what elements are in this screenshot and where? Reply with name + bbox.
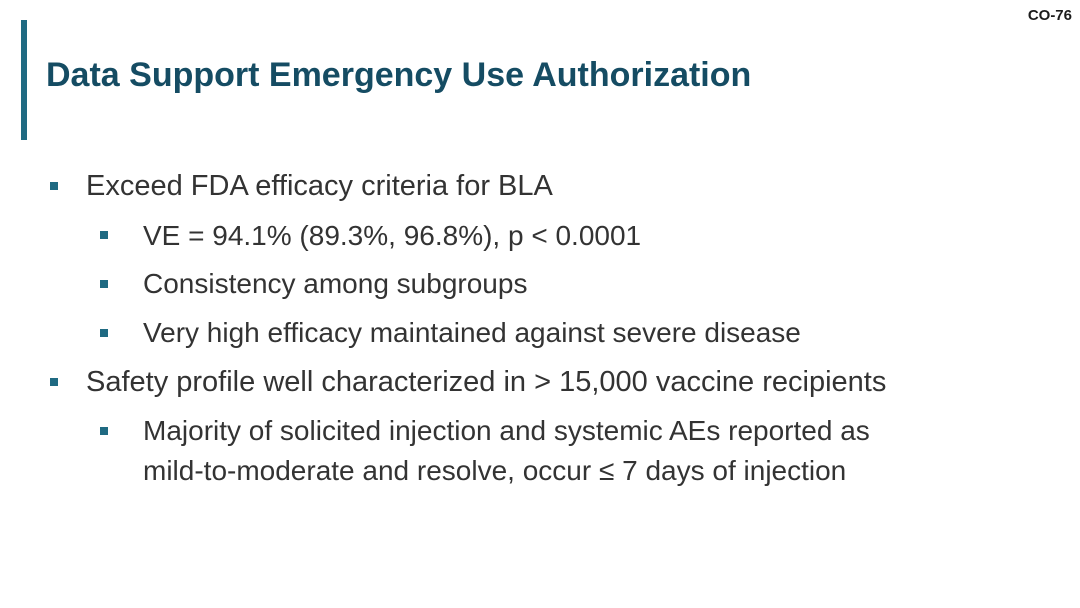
- sub-bullet-text-line: mild-to-moderate and resolve, occur ≤ 7 days of injection: [143, 455, 847, 486]
- bullet-text: Exceed FDA efficacy criteria for BLA: [86, 170, 553, 202]
- sub-bullet-text: Very high efficacy maintained against severe disease: [143, 317, 801, 348]
- sub-bullet-text-line: Majority of solicited injection and systemic AEs reported as: [143, 415, 870, 446]
- square-bullet-icon: [100, 231, 108, 239]
- sub-bullet-text: Consistency among subgroups: [143, 268, 528, 299]
- slide-number: CO-76: [1027, 7, 1072, 24]
- square-bullet-icon: [50, 182, 58, 190]
- title-accent-bar: [21, 20, 27, 140]
- square-bullet-icon: [50, 378, 58, 386]
- slide-title: Data Support Emergency Use Authorization: [46, 56, 752, 94]
- bullet-text: Safety profile well characterized in > 15,000 vaccine recipients: [86, 366, 887, 398]
- sub-bullet-text: VE = 94.1% (89.3%, 96.8%), p < 0.0001: [143, 220, 642, 251]
- square-bullet-icon: [100, 329, 108, 337]
- square-bullet-icon: [100, 427, 108, 435]
- square-bullet-icon: [100, 280, 108, 288]
